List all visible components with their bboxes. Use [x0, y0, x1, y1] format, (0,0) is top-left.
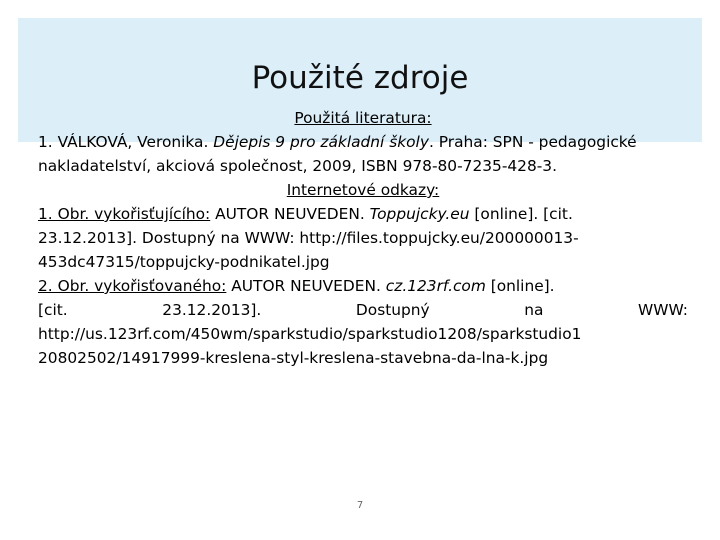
internet-link-2: 2. Obr. vykořisťovaného: AUTOR NEUVEDEN. cz.123rf.com [online]. [38, 277, 555, 295]
internet-link-2-line-2: [cit. 23.12.2013]. Dostupný na WWW: [38, 301, 688, 319]
link-site: Toppujcky.eu [369, 205, 470, 223]
internet-heading: Internetové odkazy: [286, 181, 440, 199]
internet-link-1-line-2: 23.12.2013]. Dostupný na WWW: http://files.toppujcky.eu/200000013- [38, 229, 579, 247]
internet-link-1-url-end: 453dc47315/toppujcky-podnikatel.jpg [38, 253, 330, 271]
link-label: 1. Obr. vykořisťujícího: [38, 205, 211, 223]
internet-link-2-url-end: 20802502/14917999-kreslena-styl-kreslena-stavebna-da-lna-k.jpg [38, 349, 549, 367]
internet-link-2-url: http://us.123rf.com/450wm/sparkstudio/sparkstudio1208/sparkstudio1 [38, 325, 582, 343]
book-title: Dějepis 9 pro základní školy [213, 133, 429, 151]
literature-heading: Použitá literatura: [294, 109, 432, 127]
slide-title: Použité zdroje [251, 60, 469, 96]
slide-body [38, 106, 688, 370]
link-label: 2. Obr. vykořisťovaného: [38, 277, 227, 295]
literature-entry: 1. VÁLKOVÁ, Veronika. Dějepis 9 pro základní školy. Praha: SPN - pedagogické nakladatelství, akciová společnost, 2009, ISBN 978-80-7235-428-3. [38, 133, 637, 175]
page-number: 7 [356, 500, 364, 511]
internet-link-1: 1. Obr. vykořisťujícího: AUTOR NEUVEDEN. Toppujcky.eu [online]. [cit. [38, 205, 573, 223]
link-site: cz.123rf.com [385, 277, 486, 295]
